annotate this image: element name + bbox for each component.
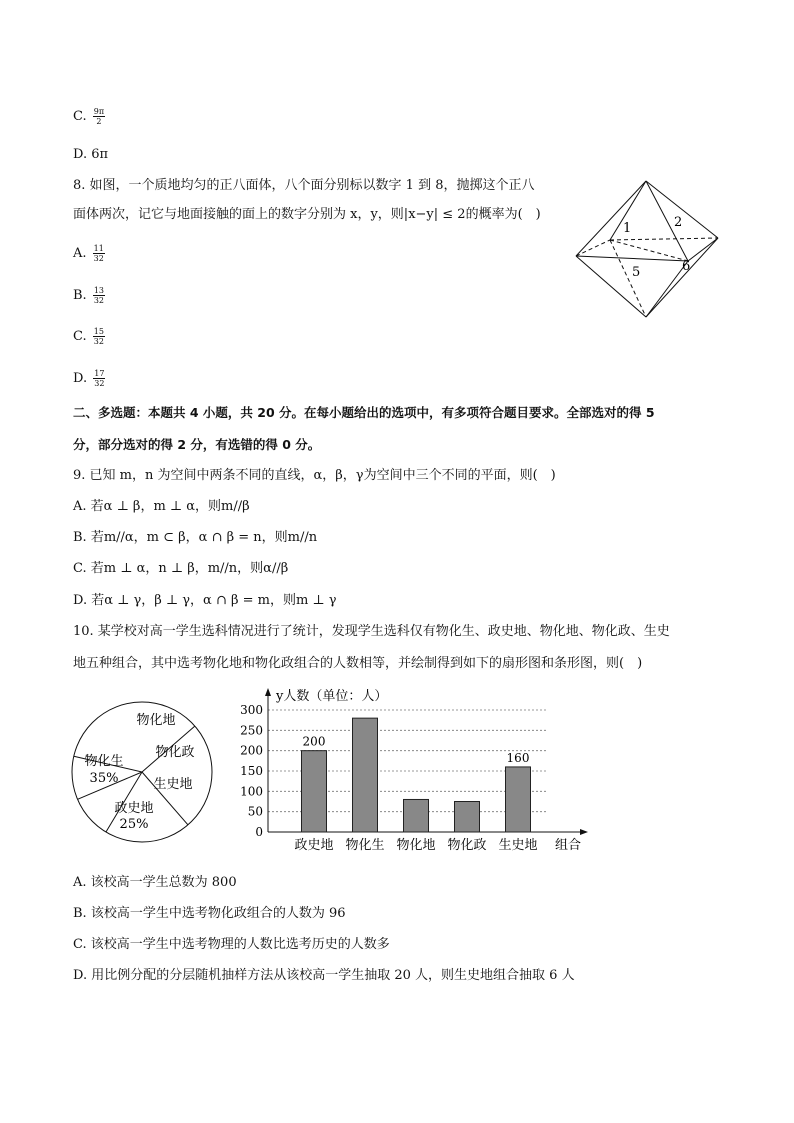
face-number: 1 <box>623 221 632 236</box>
q10-stem-line1: 10. 某学校对高一学生选科情况进行了统计，发现学生选科仅有物化生、政史地、物化地、物化政、生史 <box>73 624 670 639</box>
denominator: 32 <box>93 254 104 263</box>
x-tick-label: 生史地 <box>498 838 538 853</box>
fraction <box>93 107 105 126</box>
denominator: 32 <box>93 337 104 346</box>
numerator: 13 <box>93 286 105 295</box>
q8-option-c <box>73 327 105 346</box>
pie-slice-percent: 35% <box>89 771 119 786</box>
pie-slice-percent: 25% <box>119 817 149 832</box>
fraction <box>93 286 105 305</box>
option-label: B. <box>73 288 87 303</box>
fraction <box>93 327 105 346</box>
q8-option-a <box>73 244 105 263</box>
y-tick-label: 150 <box>240 764 263 778</box>
bar <box>353 718 378 832</box>
numerator: 15 <box>93 327 104 336</box>
x-axis-arrow <box>580 829 588 835</box>
bar <box>404 799 429 832</box>
bar <box>302 751 327 832</box>
q8-option-d <box>73 369 105 388</box>
pie-slice-label: 物化生 <box>84 754 124 769</box>
q10-stem-line2: 地五种组合，其中选考物化地和物化政组合的人数相等，并绘制得到如下的扇形图和条形图，则( ) <box>73 656 643 671</box>
fraction <box>93 369 105 388</box>
pie-slice-label: 物化政 <box>155 745 195 760</box>
x-tick-label: 政史地 <box>294 838 334 853</box>
q9-option-c: C. 若m ⊥ α，n ⊥ β，m//n，则α//β <box>73 561 289 576</box>
y-axis-label: y人数（单位：人） <box>276 689 388 704</box>
pie-slice-label: 生史地 <box>153 777 193 792</box>
numerator: 11 <box>93 244 104 253</box>
face-number: 6 <box>682 259 691 274</box>
section-header-line2: 分，部分选对的得 2 分，有选错的得 0 分。 <box>73 437 321 452</box>
q10-option-a: A. 该校高一学生总数为 800 <box>73 875 237 890</box>
q9-stem: 9. 已知 m，n 为空间中两条不同的直线，α，β，γ为空间中三个不同的平面，则( ) <box>73 468 556 483</box>
q9-option-a: A. 若α ⊥ β，m ⊥ α，则m//β <box>73 499 250 514</box>
y-tick-label: 100 <box>240 784 263 799</box>
y-tick-label: 50 <box>247 804 263 819</box>
section-header-line1: 二、多选题：本题共 4 小题，共 20 分。在每小题给出的选项中，有多项符合题目要求。全部选对的得 5 <box>73 405 655 420</box>
bar-data-label: 160 <box>506 750 530 765</box>
option-text: 6π <box>91 147 109 162</box>
pie-chart <box>68 700 218 845</box>
y-tick-label: 250 <box>240 723 263 738</box>
numerator: 9π <box>93 107 105 116</box>
q10-option-c: C. 该校高一学生中选考物理的人数比选考历史的人数多 <box>73 937 390 952</box>
y-tick-label: 300 <box>240 703 263 717</box>
option-label: D. <box>73 371 88 386</box>
denominator: 2 <box>96 117 102 126</box>
q10-option-d: D. 用比例分配的分层随机抽样方法从该校高一学生抽取 20 人，则生史地组合抽取 6 人 <box>73 968 575 983</box>
q8-stem-line2: 面体两次，记它与地面接触的面上的数字分别为 x，y，则|x−y| ≤ 2的概率为( ) <box>73 207 541 222</box>
denominator: 32 <box>93 296 105 305</box>
y-tick-label: 0 <box>255 825 263 839</box>
bar <box>506 767 531 832</box>
q8-stem-line1: 8. 如图，一个质地均匀的正八面体，八个面分别标以数字 1 到 8，抛掷这个正八 <box>73 178 535 193</box>
bar-data-label: 200 <box>302 734 326 749</box>
bar-chart <box>230 686 600 858</box>
y-axis-arrow <box>265 688 271 696</box>
denominator: 32 <box>94 379 105 388</box>
numerator: 17 <box>94 369 105 378</box>
q9-option-b: B. 若m//α，m ⊂ β，α ∩ β = n，则m//n <box>73 530 318 545</box>
octahedron-figure <box>570 178 730 323</box>
bar <box>455 802 480 833</box>
option-label: C. <box>73 109 87 124</box>
option-label: A. <box>73 246 87 261</box>
y-tick-label: 200 <box>240 743 263 758</box>
face-number: 2 <box>674 215 683 230</box>
pie-slice-label: 物化地 <box>136 713 176 728</box>
x-tick-label: 物化地 <box>396 838 436 853</box>
x-axis-label: 组合 <box>554 838 582 853</box>
q10-option-b: B. 该校高一学生中选考物化政组合的人数为 96 <box>73 906 346 921</box>
q7-option-c <box>73 107 105 126</box>
pie-slice-label: 政史地 <box>114 801 154 816</box>
face-number: 5 <box>632 265 641 280</box>
option-label: C. <box>73 329 87 344</box>
q8-option-b <box>73 286 105 305</box>
q9-option-d: D. 若α ⊥ γ，β ⊥ γ，α ∩ β = m，则m ⊥ γ <box>73 593 337 608</box>
x-tick-label: 物化政 <box>447 838 487 853</box>
fraction <box>93 244 105 263</box>
option-label: D. <box>73 147 88 162</box>
q7-option-d <box>73 146 108 164</box>
x-tick-label: 物化生 <box>345 838 385 853</box>
